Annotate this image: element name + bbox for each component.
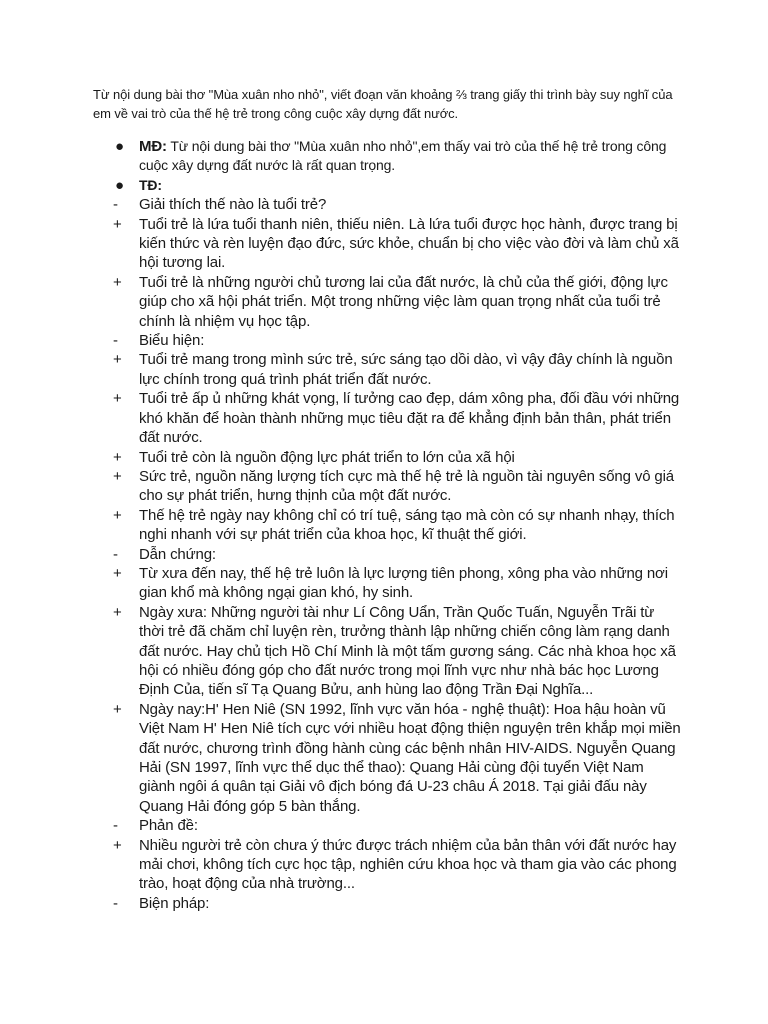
list-item (113, 603, 683, 700)
list-item (113, 467, 683, 506)
list-item-text: Giải thích thế nào là tuổi trẻ? (139, 196, 327, 214)
list-item (113, 816, 683, 835)
list-item-text: Ngày xưa: Những người tài như Lí Công Uẩn, Trần Quốc Tuấn, Nguyễn Trãi từ thời trẻ đã chăm chỉ luyện rèn, trưởng thành lập những chiến công làm rạng danh đất nước. Hay chủ tịch Hồ Chí Minh là một tấm gương sáng. Các nhà khoa học xã hội có nhiều đóng góp cho đất nước trong mọi lĩnh vực như nhà bác học Lương Định Của, tiến sĩ Tạ Quang Bửu, anh hùng lao động Trần Đại Nghĩa... (139, 603, 676, 699)
list-item-text: Từ xưa đến nay, thế hệ trẻ luôn là lực lượng tiên phong, xông pha vào những nơi gian khổ mà không ngại gian khó, hy sinh. (139, 564, 668, 602)
outline-list (113, 137, 683, 913)
plus-marker: + (113, 390, 122, 408)
dash-marker: - (113, 332, 118, 350)
list-item-text: Ngày nay:H' Hen Niê (SN 1992, lĩnh vực văn hóa - nghệ thuật): Hoa hậu hoàn vũ Việt Nam H' Hen Niê tích cực với nhiều hoạt động thiện nguyện trên khắp mọi miền đất nước, chương trình đồng hành cùng các bệnh nhân HIV-AIDS. Nguyễn Quang Hải (SN 1997, lĩnh vực thể dục thể thao): Quang Hải cùng đội tuyển Việt Nam giành ngôi á quân tại Giải vô địch bóng đá U-23 châu Á 2018. Tại giải đấu này Quang Hải đóng góp 5 bàn thắng. (139, 700, 681, 815)
bullet-marker: ● (115, 176, 124, 194)
list-item-text: Sức trẻ, nguồn năng lượng tích cực mà thế hệ trẻ là nguồn tài nguyên sống vô giá cho sự phát triển, hưng thịnh của một đất nước. (139, 467, 674, 505)
list-item (113, 350, 683, 389)
section-label: TĐ: (139, 176, 162, 193)
plus-marker: + (113, 564, 122, 582)
list-item (113, 176, 683, 195)
dash-marker: - (113, 894, 118, 912)
list-item-text: Phản đề: (139, 817, 198, 835)
dash-marker: - (113, 196, 118, 214)
list-item (113, 545, 683, 564)
list-item (113, 331, 683, 350)
list-item-text: Tuổi trẻ là lứa tuổi thanh niên, thiếu niên. Là lứa tuổi được học hành, được trang bị kiến thức và rèn luyện đạo đức, sức khỏe, chuẩn bị cho việc vào đời và làm chủ xã hội tương lai. (139, 215, 679, 272)
essay-prompt: Từ nội dung bài thơ "Mùa xuân nho nhỏ", viết đoạn văn khoảng ⅔ trang giấy thi trình bày suy nghĩ của em về vai trò của thế hệ trẻ trong công cuộc xây dựng đất nước. (93, 87, 673, 121)
dash-marker: - (113, 817, 118, 835)
list-item (113, 700, 683, 816)
list-item-text: Thế hệ trẻ ngày nay không chỉ có trí tuệ, sáng tạo mà còn có sự nhanh nhạy, thích nghi nhanh với sự phát triển của khoa học, kĩ thuật thế giới. (139, 506, 675, 544)
plus-marker: + (113, 467, 122, 485)
list-item-text: Tuổi trẻ mang trong mình sức trẻ, sức sáng tạo dồi dào, vì vậy đây chính là nguồn lực chính trong quá trình phát triển đất nước. (139, 351, 673, 388)
dash-marker: - (113, 545, 118, 563)
list-item-text: Biểu hiện: (139, 332, 205, 350)
list-item (113, 273, 683, 331)
list-item (113, 894, 683, 913)
plus-marker: + (113, 273, 122, 291)
list-item (113, 506, 683, 545)
plus-marker: + (113, 836, 122, 854)
list-item (113, 448, 683, 467)
plus-marker: + (113, 700, 122, 718)
list-item-text: Tuổi trẻ ấp ủ những khát vọng, lí tưởng cao đẹp, dám xông pha, đối đầu với những khó khăn để hoàn thành những mục tiêu đặt ra để khẳng định bản thân, phát triển đất nước. (139, 390, 680, 447)
plus-marker: + (113, 506, 122, 524)
list-item (113, 564, 683, 603)
list-item-text: Tuổi trẻ còn là nguồn động lực phát triển to lớn của xã hội (139, 448, 515, 466)
list-item (113, 137, 683, 176)
list-item-text: Từ nội dung bài thơ "Mùa xuân nho nhỏ",em thấy vai trò của thế hệ trẻ trong công cuộc xây dựng đất nước là rất quan trọng. (139, 138, 667, 174)
list-item (113, 195, 683, 214)
list-item (113, 836, 683, 894)
plus-marker: + (113, 448, 122, 466)
list-item-text: Biện pháp: (139, 894, 210, 912)
bullet-marker: ● (115, 138, 124, 155)
section-label: MĐ: (139, 138, 167, 155)
list-item-text: Dẫn chứng: (139, 545, 216, 563)
plus-marker: + (113, 215, 122, 233)
list-item-text: Tuổi trẻ là những người chủ tương lai của đất nước, là chủ của thế giới, động lực giúp cho xã hội phát triển. Một trong những việc làm quan trọng nhất của tuổi trẻ chính là nhiệm vụ học tập. (139, 273, 668, 330)
list-item (113, 215, 683, 273)
plus-marker: + (113, 603, 122, 621)
list-item (113, 389, 683, 447)
plus-marker: + (113, 351, 122, 369)
list-item-text: Nhiều người trẻ còn chưa ý thức được trách nhiệm của bản thân với đất nước hay mải chơi, không tích cực học tập, nghiên cứu khoa học và tham gia vào các phong trào, hoạt động của nhà trường... (139, 836, 677, 893)
